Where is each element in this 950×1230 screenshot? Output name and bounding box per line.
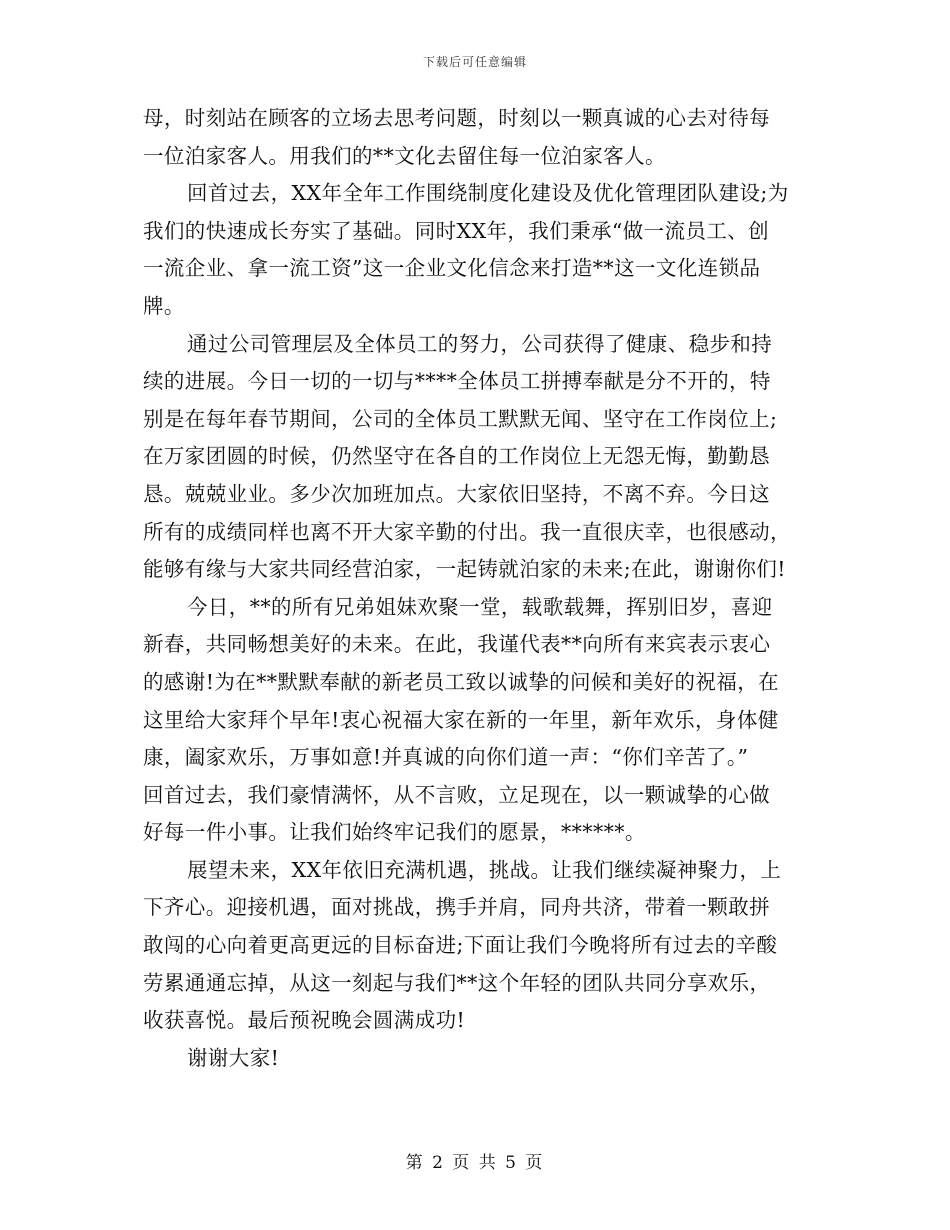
body-line: 别是在每年春节期间，公司的全体员工默默无闻、坚守在工作岗位上; [143, 406, 778, 431]
body-line: 母，时刻站在顾客的立场去思考问题，时刻以一颗真诚的心去对待每 [143, 106, 770, 130]
body-line: 通过公司管理层及全体员工的努力，公司获得了健康、稳步和持 [187, 331, 773, 356]
body-line: 展望未来，XX年依旧充满机遇，挑战。让我们继续凝神聚力，上 [187, 857, 782, 882]
body-line: 回首过去，XX年全年工作围绕制度化建设及优化管理团队建设;为 [187, 181, 789, 206]
body-line: 劳累通通忘掉，从这一刻起与我们**这个年轻的团队共同分享欢乐， [143, 970, 771, 995]
page-header: 下载后可任意编辑 [422, 55, 527, 69]
body-line: 续的进展。今日一切的一切与****全体员工拼搏奉献是分不开的，特 [143, 369, 771, 394]
body-line: 回首过去，我们豪情满怀，从不言败，立足现在，以一颗诚挚的心做 [143, 782, 770, 807]
body-line: 这里给大家拜个早年!衷心祝福大家在新的一年里，新年欢乐，身体健 [143, 707, 779, 732]
body-line: 恳。兢兢业业。多少次加班加点。大家依旧坚持，不离不弃。今日这 [143, 481, 770, 506]
body-line: 敢闯的心向着更高更远的目标奋进;下面让我们今晚将所有过去的辛酸 [143, 933, 778, 958]
body-line: 一位泊家客人。用我们的**文化去留住每一位泊家客人。 [143, 143, 666, 168]
body-line: 好每一件小事。让我们始终牢记我们的愿景，******。 [143, 820, 646, 845]
body-line: 我们的快速成长夯实了基础。同时XX年，我们秉承“做一流员工、创 [143, 218, 770, 243]
page-number: 第 2 页 共 5 页 [405, 1153, 545, 1173]
body-line: 下齐心。迎接机遇，面对挑战，携手并肩，同舟共济，带着一颗敢拼 [143, 895, 770, 920]
body-line: 谢谢大家! [187, 1045, 280, 1070]
body-line: 康，阖家欢乐，万事如意!并真诚的向你们道一声：“你们辛苦了。” [143, 745, 749, 770]
body-line: 收获喜悦。最后预祝晚会圆满成功! [143, 1008, 466, 1033]
body-line: 今日，**的所有兄弟姐妹欢聚一堂，载歌载舞，挥别旧岁，喜迎 [187, 594, 773, 619]
body-line: 新春，共同畅想美好的未来。在此，我谨代表**向所有来宾表示衷心 [143, 632, 771, 657]
body-line: 所有的成绩同样也离不开大家辛勤的付出。我一直很庆幸，也很感动， [143, 519, 791, 544]
body-line: 的感谢!为在**默默奉献的新老员工致以诚挚的问候和美好的祝福，在 [143, 669, 780, 694]
body-line: 一流企业、拿一流工资”这一企业文化信念来打造**这一文化连锁品 [143, 256, 761, 281]
body-line: 在万家团圆的时候，仍然坚守在各自的工作岗位上无怨无悔，勤勤恳 [143, 444, 770, 469]
body-line: 能够有缘与大家共同经营泊家，一起铸就泊家的未来;在此，谢谢你们! [143, 557, 786, 582]
document-body [143, 100, 815, 1077]
body-line: 牌。 [143, 293, 185, 318]
